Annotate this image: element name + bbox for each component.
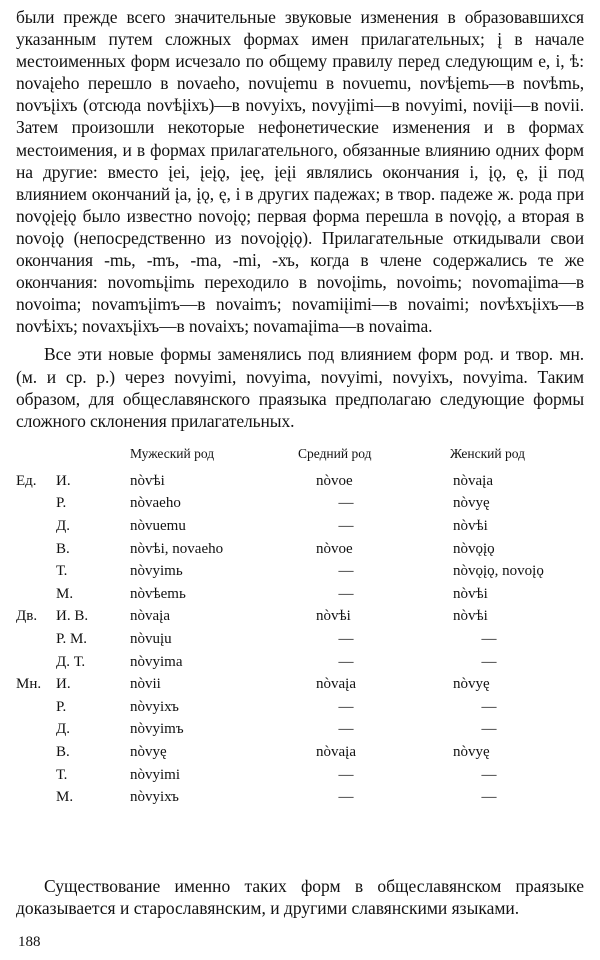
case-label: Т. <box>56 563 68 580</box>
table-row <box>16 515 584 538</box>
neuter-form: nòvoe <box>316 472 353 489</box>
table-row <box>16 538 584 561</box>
dash: — <box>481 630 497 647</box>
table-row <box>16 560 584 583</box>
table-row <box>16 764 584 787</box>
case-label: И. <box>56 676 71 693</box>
masculine-form: nòvii <box>130 676 161 693</box>
dash: — <box>338 517 354 534</box>
feminine-form: nòvaįa <box>453 472 493 489</box>
case-label: М. <box>56 585 74 602</box>
table-row <box>16 741 584 764</box>
case-label: М. <box>56 789 74 806</box>
dash: — <box>338 721 354 738</box>
feminine-form: nòvѣi <box>453 608 488 625</box>
masculine-form: nòvuemu <box>130 517 186 534</box>
page-body <box>16 6 584 809</box>
declension-table <box>16 444 584 809</box>
masculine-form: nòvyimi <box>130 766 181 783</box>
dash: — <box>338 585 354 602</box>
case-label: Р. <box>56 698 67 715</box>
case-label: Р. <box>56 495 67 512</box>
feminine-form: nòvѣi <box>453 585 488 602</box>
table-row <box>16 673 584 696</box>
declension-table-body <box>16 470 584 809</box>
table-row <box>16 786 584 809</box>
table-row <box>16 628 584 651</box>
neuter-form: nòvѣi <box>316 608 351 625</box>
masculine-form: nòvaįa <box>130 608 170 625</box>
table-row <box>16 696 584 719</box>
case-label: Р. М. <box>56 630 88 647</box>
masculine-form: nòvyiхъ <box>130 789 179 806</box>
number-label: Мн. <box>16 676 42 693</box>
table-row <box>16 492 584 515</box>
dash: — <box>338 789 354 806</box>
paragraph-1: были прежде всего значительные звуковые изменения в образовавшихся указанным путем сложных формах имен прилагательных; į в начале местоименных форм исчезало по общему правилу перед следующим e, i, ѣ: novaįeho перешло в novaeho, novuįemu в novuemu, novѣįemь—в novѣmь, novъįiхъ (отсюда novѣįiхъ)—в novyiхъ, novyįimi—в novyimi, noviįi—в novii. Затем произошли некоторые нефонетические изменения и в формах местоимения, и в формах прилагательного, обязанные влиянию одних форм на другие: вместо įei, įeįǫ, įeę, įeįi являлись окончания i, įǫ, ę, įi под влиянием окончаний įa, įǫ, ę, i в других падежах; в твор. падеже ж. рода при novǫįeįǫ было известно novoįǫ; первая форма перешла в novǫįǫ, а вторая в novoįǫ (непосредственно из novoįǫįǫ). Прилагательные откидывали свои окончания -mь, -mъ, -ma, -mi, -хъ, когда в члене содержались те же окончания: novomьįimь переходило в novoįimь, novoimь; novomaįima—в novoima; novamъįimъ—в novaimъ; novamiįimi—в novaimi; novѣхъįiхъ—в novѣiхъ; novaхъįiхъ—в novaiхъ; novamaįima—в novaima. <box>16 7 584 337</box>
header-neuter: Средний род <box>298 445 372 461</box>
number-label: Дв. <box>16 608 38 625</box>
masculine-form: nòvyima <box>130 653 183 670</box>
page-number: 188 <box>18 934 41 950</box>
masculine-form: nòvuįu <box>130 630 172 647</box>
case-label: И. В. <box>56 608 89 625</box>
feminine-form: nòvyę <box>453 495 490 512</box>
neuter-form: nòvaįa <box>316 676 356 693</box>
case-label: В. <box>56 743 70 760</box>
feminine-form: nòvǫįǫ <box>453 540 495 557</box>
masculine-form: nòvyimь <box>130 563 183 580</box>
table-row <box>16 651 584 674</box>
masculine-form: nòvѣi <box>130 472 165 489</box>
table-row <box>16 718 584 741</box>
masculine-form: nòvyimъ <box>130 721 184 738</box>
dash: — <box>338 766 354 783</box>
final-paragraph: Существование именно таких форм в общеславянском праязыке доказывается и старославянским, и другими славянскими языками. <box>16 876 584 919</box>
masculine-form: nòvaeho <box>130 495 181 512</box>
dash: — <box>481 721 497 738</box>
dash: — <box>338 563 354 580</box>
table-row <box>16 605 584 628</box>
feminine-form: nòvѣi <box>453 517 488 534</box>
header-feminine: Женский род <box>450 445 525 461</box>
case-label: Д. Т. <box>56 653 86 670</box>
number-label: Ед. <box>16 472 37 489</box>
masculine-form: nòvѣi, novaeho <box>130 540 224 557</box>
case-label: Т. <box>56 766 68 783</box>
dash: — <box>338 630 354 647</box>
feminine-form: nòvyę <box>453 743 490 760</box>
table-row <box>16 583 584 606</box>
masculine-form: nòvyę <box>130 743 167 760</box>
neuter-form: nòvoe <box>316 540 353 557</box>
dash: — <box>481 766 497 783</box>
feminine-form: nòvǫįǫ, novoįǫ <box>453 563 544 580</box>
neuter-form: nòvaįa <box>316 743 356 760</box>
table-row <box>16 470 584 493</box>
dash: — <box>481 789 497 806</box>
dash: — <box>338 653 354 670</box>
header-masculine: Мужеский род <box>130 445 215 461</box>
dash: — <box>338 698 354 715</box>
dash: — <box>338 495 354 512</box>
paragraph-2: Все эти новые формы заменялись под влиянием форм род. и твор. мн. (м. и ср. р.) через novyimi, novyima, novyimi, novyiхъ, novyima. Таким образом, для общеславянского праязыка предполагаю следующие формы сложного склонения прилагательных. <box>16 344 584 431</box>
case-label: Д. <box>56 517 70 534</box>
dash: — <box>481 653 497 670</box>
case-label: И. <box>56 472 71 489</box>
feminine-form: nòvyę <box>453 676 490 693</box>
declension-table-header <box>16 444 584 470</box>
case-label: В. <box>56 540 70 557</box>
dash: — <box>481 698 497 715</box>
masculine-form: nòvyiхъ <box>130 698 179 715</box>
case-label: Д. <box>56 721 70 738</box>
masculine-form: nòvѣemь <box>130 585 186 602</box>
